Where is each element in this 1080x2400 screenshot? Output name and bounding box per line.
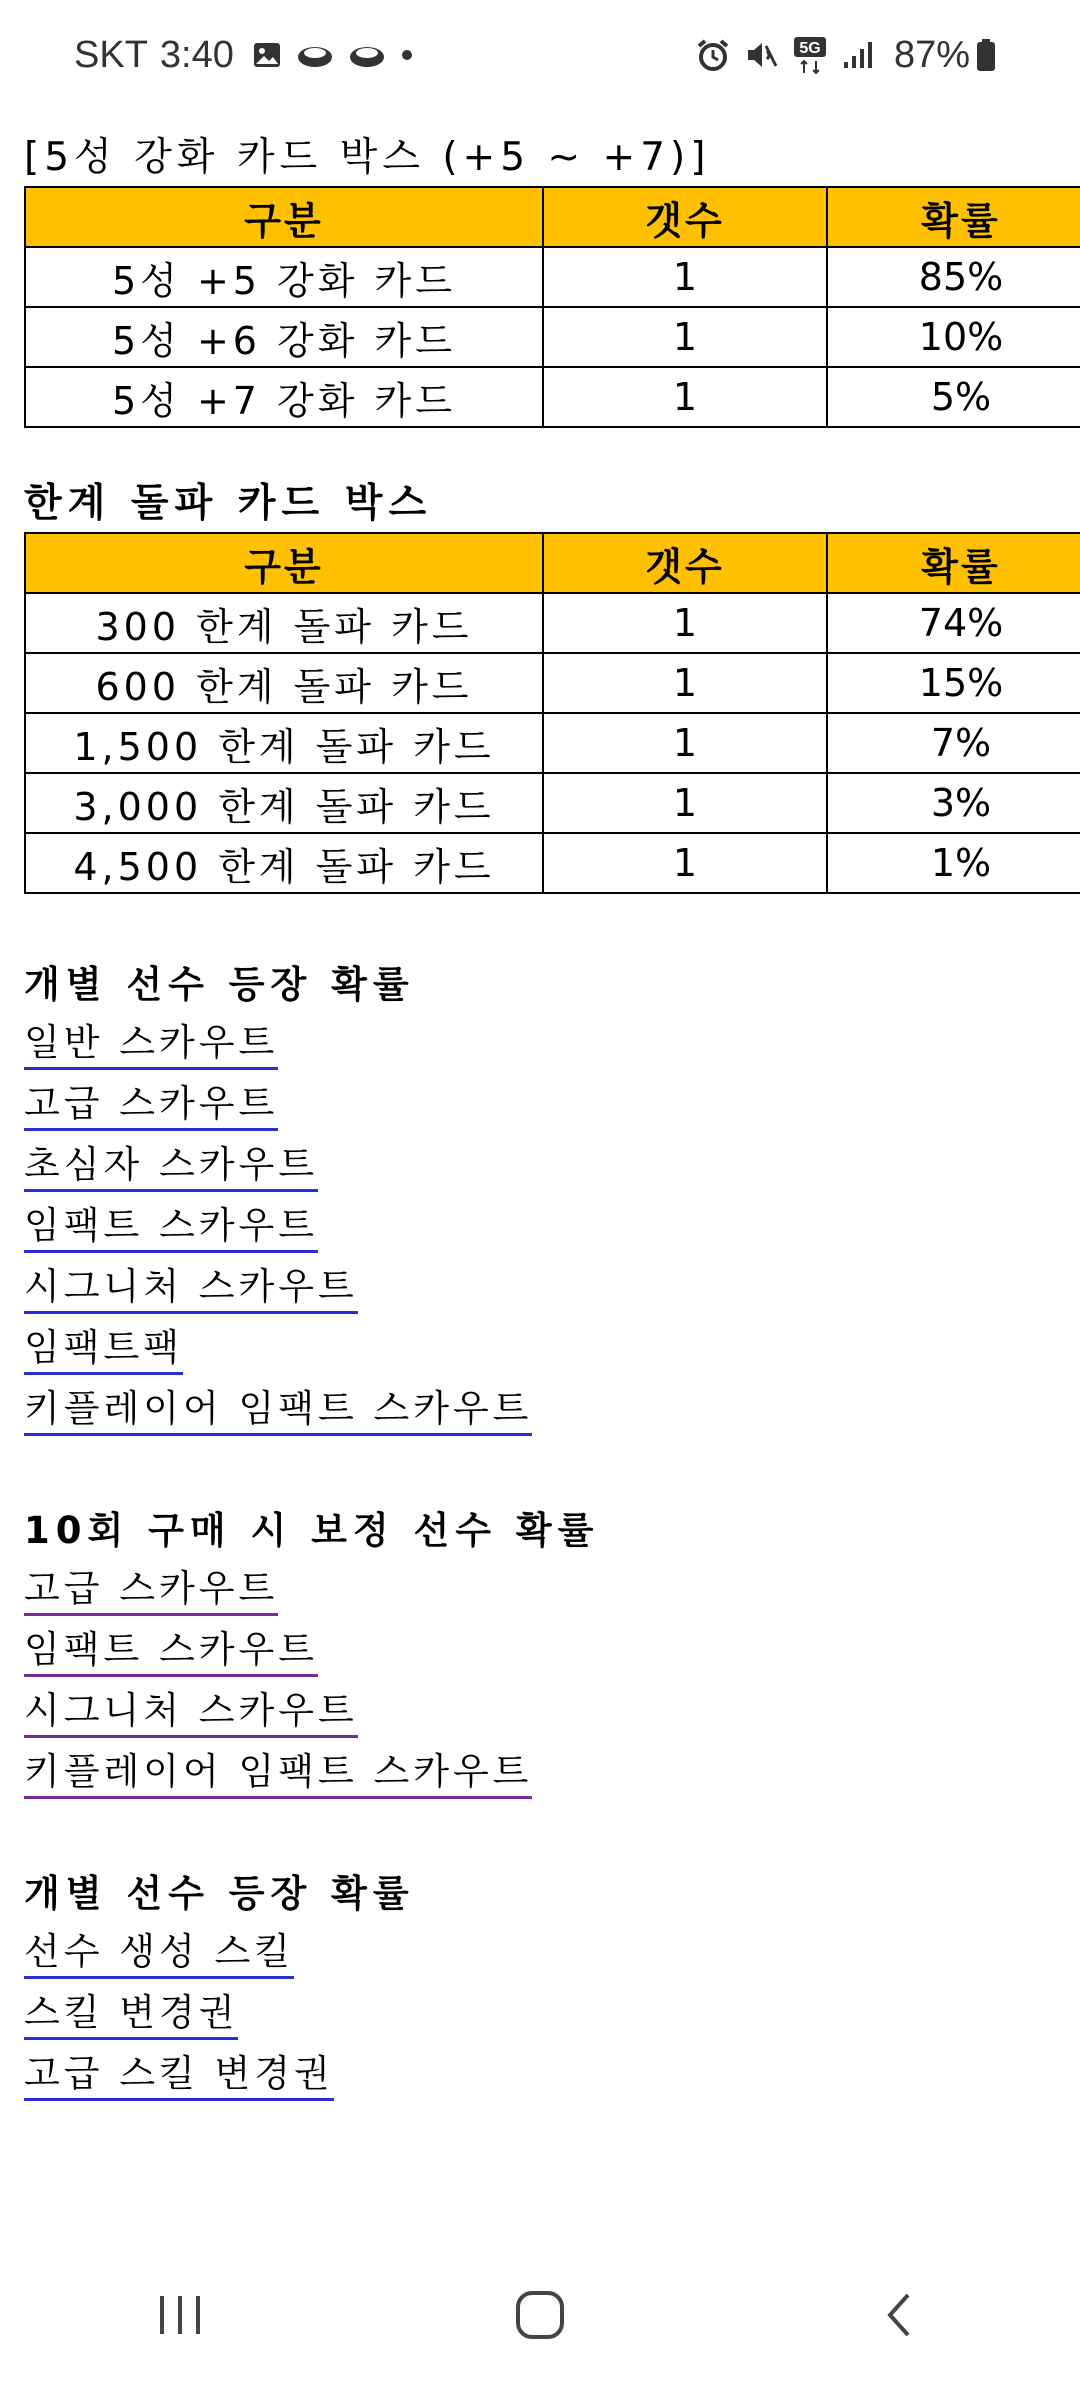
signal-icon (842, 40, 874, 70)
5g-label: 5G (799, 40, 821, 57)
item-count: 1 (543, 653, 827, 713)
link-advanced-scout[interactable]: 고급 스카우트 (24, 1076, 278, 1137)
link-skill-change-ticket[interactable]: 스킬 변경권 (24, 1985, 238, 2046)
item-probability: 5% (827, 367, 1080, 427)
status-right (696, 34, 1010, 77)
link-player-skill[interactable]: 선수 생성 스킬 (24, 1924, 294, 1985)
column-header: 확률 (827, 533, 1080, 593)
link-keyplayer-impact-scout[interactable]: 키플레이어 임팩트 스카우트 (24, 1381, 532, 1442)
dot-icon (400, 48, 414, 62)
item-probability: 85% (827, 247, 1080, 307)
section-heading: 10회 구매 시 보정 선수 확률 (24, 1509, 600, 1552)
table-row (25, 307, 1080, 367)
cloud-icon (348, 40, 386, 70)
home-icon (510, 2285, 570, 2345)
item-name: 1,500 한계 돌파 카드 (25, 713, 543, 773)
item-name: 5성 +5 강화 카드 (25, 247, 543, 307)
item-name: 5성 +7 강화 카드 (25, 367, 543, 427)
section-heading: 개별 선수 등장 확률 (24, 963, 415, 1006)
table-row (25, 593, 1080, 653)
table-header-row (25, 187, 1080, 247)
item-name: 300 한계 돌파 카드 (25, 593, 543, 653)
item-name: 5성 +6 강화 카드 (25, 307, 543, 367)
item-count: 1 (543, 367, 827, 427)
status-left (74, 34, 428, 77)
link-general-scout[interactable]: 일반 스카우트 (24, 1015, 278, 1076)
item-count: 1 (543, 307, 827, 367)
link-impact-pack[interactable]: 임팩트팩 (24, 1320, 183, 1381)
table-header-row (25, 533, 1080, 593)
item-probability: 3% (827, 773, 1080, 833)
recent-apps-icon (150, 2290, 210, 2340)
column-header: 확률 (827, 187, 1080, 247)
link-beginner-scout[interactable]: 초심자 스카우트 (24, 1137, 318, 1198)
item-probability: 7% (827, 713, 1080, 773)
link-advanced-skill-change-ticket[interactable]: 고급 스킬 변경권 (24, 2046, 334, 2107)
item-probability: 15% (827, 653, 1080, 713)
item-count: 1 (543, 833, 827, 893)
table-row (25, 247, 1080, 307)
link-signature-scout[interactable]: 시그니처 스카우트 (24, 1259, 358, 1320)
recent-apps-button[interactable] (120, 2255, 240, 2375)
cloud-icon (296, 40, 334, 70)
section-heading: 개별 선수 등장 확률 (24, 1872, 415, 1915)
item-probability: 10% (827, 307, 1080, 367)
navigation-bar (0, 2230, 1080, 2400)
item-count: 1 (543, 593, 827, 653)
item-name: 600 한계 돌파 카드 (25, 653, 543, 713)
link-advanced-scout-10x[interactable]: 고급 스카우트 (24, 1561, 278, 1622)
link-impact-scout[interactable]: 임팩트 스카우트 (24, 1198, 318, 1259)
5g-icon (792, 35, 828, 75)
back-icon (870, 2285, 930, 2345)
alarm-icon (696, 38, 730, 72)
box2-table (24, 532, 1080, 894)
item-count: 1 (543, 247, 827, 307)
link-signature-scout-10x[interactable]: 시그니처 스카우트 (24, 1683, 358, 1744)
column-header: 구분 (25, 533, 543, 593)
link-impact-scout-10x[interactable]: 임팩트 스카우트 (24, 1622, 318, 1683)
item-count: 1 (543, 773, 827, 833)
item-count: 1 (543, 713, 827, 773)
column-header: 갯수 (543, 533, 827, 593)
carrier-label: SKT (74, 33, 148, 76)
link-keyplayer-impact-scout-10x[interactable]: 키플레이어 임팩트 스카우트 (24, 1744, 532, 1805)
item-name: 4,500 한계 돌파 카드 (25, 833, 543, 893)
item-probability: 1% (827, 833, 1080, 893)
box2-title: 한계 돌파 카드 박스 (24, 481, 433, 526)
table-row (25, 713, 1080, 773)
item-name: 3,000 한계 돌파 카드 (25, 773, 543, 833)
item-probability: 74% (827, 593, 1080, 653)
table-row (25, 653, 1080, 713)
battery-percent: 87% (893, 33, 970, 76)
table-row (25, 773, 1080, 833)
back-button[interactable] (840, 2255, 960, 2375)
column-header: 구분 (25, 187, 543, 247)
battery-icon (976, 38, 996, 72)
clock: 3:40 (159, 33, 234, 76)
mute-icon (744, 38, 778, 72)
box1-title: [5성 강화 카드 박스 (+5 ~ +7)] (24, 135, 711, 180)
table-row (25, 367, 1080, 427)
column-header: 갯수 (543, 187, 827, 247)
page-content (24, 130, 1080, 2107)
home-button[interactable] (480, 2255, 600, 2375)
status-bar (0, 0, 1080, 110)
table-row (25, 833, 1080, 893)
gallery-icon (252, 40, 282, 70)
box1-table (24, 186, 1080, 428)
